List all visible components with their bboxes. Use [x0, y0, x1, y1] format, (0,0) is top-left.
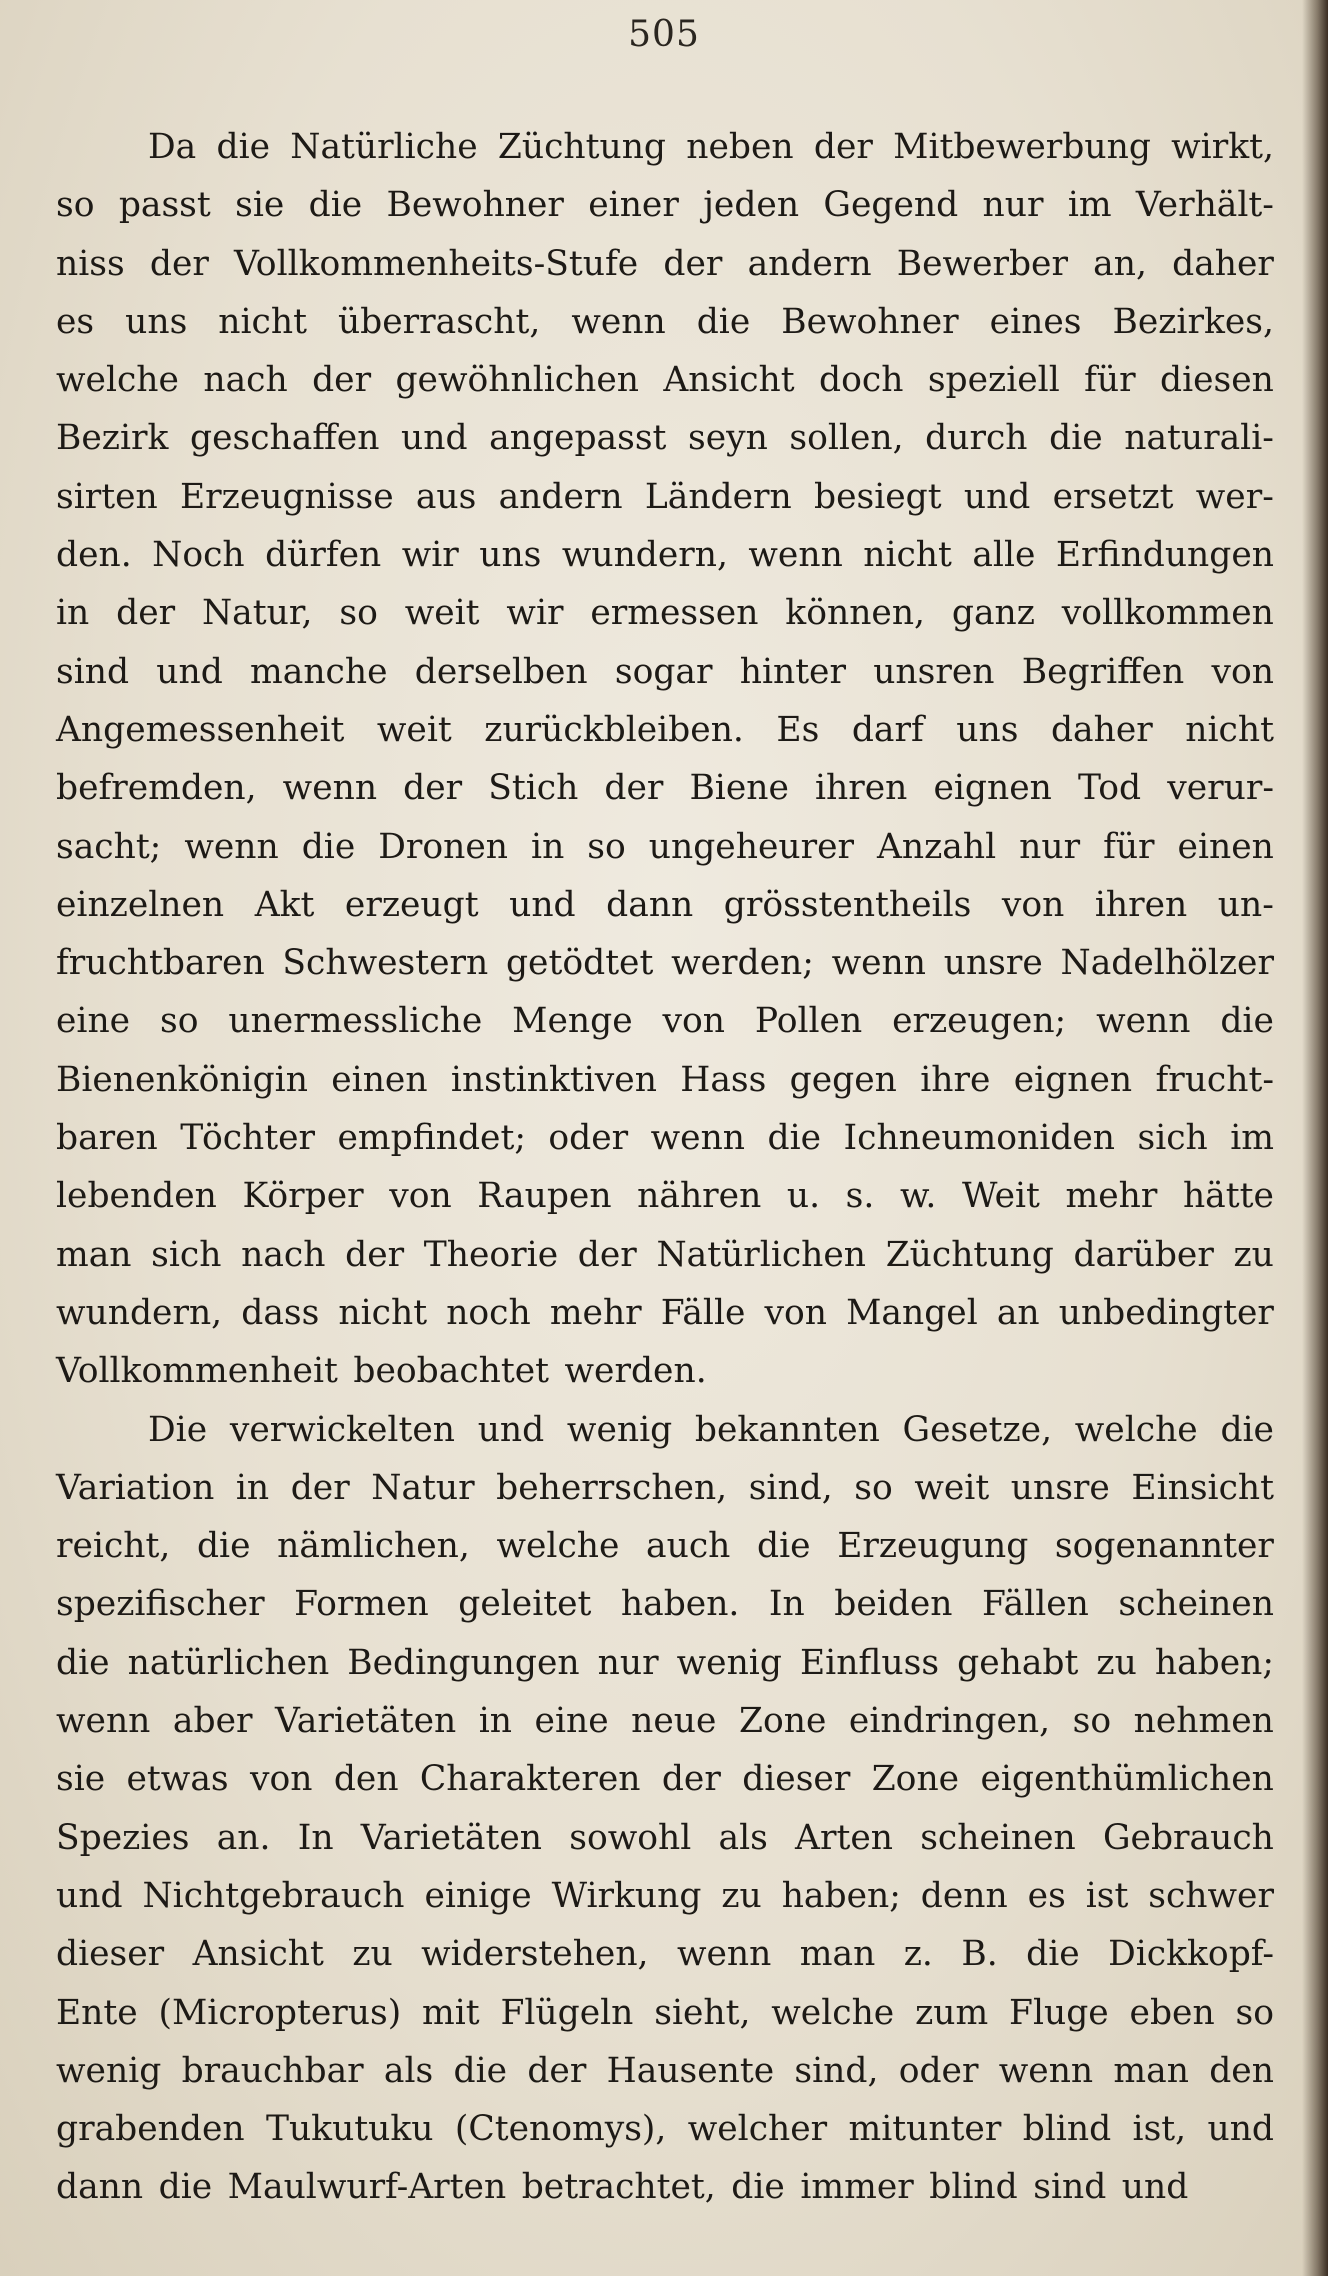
text-line: eine so unermessliche Menge von Pollen erzeugen; wenn die: [56, 1001, 1274, 1042]
text-line: Vollkommenheit beobachtet werden.: [56, 1351, 707, 1392]
text-line: welche nach der gewöhnlichen Ansicht doch speziell für diesen: [56, 360, 1274, 401]
text-line: die natürlichen Bedingungen nur wenig Einfluss gehabt zu haben;: [56, 1642, 1274, 1683]
text-line: Variation in der Natur beherrschen, sind, so weit unsre Einsicht: [56, 1467, 1274, 1508]
text-line: man sich nach der Theorie der Natürlichen Züchtung darüber zu: [56, 1234, 1274, 1275]
text-line: in der Natur, so weit wir ermessen können, ganz vollkommen: [56, 593, 1274, 634]
text-line: dieser Ansicht zu widerstehen, wenn man z. B. die Dickkopf-: [56, 1934, 1274, 1975]
text-line: fruchtbaren Schwestern getödtet werden; wenn unsre Nadelhölzer: [56, 943, 1274, 984]
text-line: sie etwas von den Charakteren der dieser Zone eigenthümlichen: [56, 1759, 1274, 1800]
text-line: niss der Vollkommenheits-Stufe der andern Bewerber an, daher: [56, 243, 1274, 284]
text-line: befremden, wenn der Stich der Biene ihren eignen Tod verur-: [56, 768, 1274, 809]
text-line: den. Noch dürfen wir uns wundern, wenn nicht alle Erfindungen: [56, 535, 1274, 576]
text-line: Bezirk geschaffen und angepasst seyn sollen, durch die naturali-: [56, 418, 1274, 459]
text-line: sind und manche derselben sogar hinter unsren Begriffen von: [56, 651, 1274, 692]
text-line: spezifischer Formen geleitet haben. In beiden Fällen scheinen: [56, 1584, 1274, 1625]
page-number: 505: [628, 14, 700, 55]
text-line: Angemessenheit weit zurückbleiben. Es darf uns daher nicht: [56, 709, 1274, 750]
text-line: Da die Natürliche Züchtung neben der Mitbewerbung wirkt,: [148, 127, 1274, 167]
text-line: dann die Maulwurf-Arten betrachtet, die immer blind sind und: [56, 2167, 1189, 2208]
text-line: wundern, dass nicht noch mehr Fälle von Mangel an unbedingter: [56, 1292, 1274, 1333]
text-line: Bienenkönigin einen instinktiven Hass gegen ihre eignen frucht-: [56, 1059, 1274, 1100]
paragraph: [56, 118, 1274, 1401]
paragraph: [56, 1401, 1274, 2217]
text-line: lebenden Körper von Raupen nähren u. s. w. Weit mehr hätte: [56, 1176, 1274, 1217]
text-line: sirten Erzeugnisse aus andern Ländern besiegt und ersetzt wer-: [56, 476, 1274, 517]
text-line: sacht; wenn die Dronen in so ungeheurer Anzahl nur für einen: [56, 826, 1274, 867]
text-line: Spezies an. In Varietäten sowohl als Arten scheinen Gebrauch: [56, 1817, 1274, 1858]
text-line: einzelnen Akt erzeugt und dann grösstentheils von ihren un-: [56, 884, 1274, 925]
body-text: [56, 118, 1274, 2217]
text-line: es uns nicht überrascht, wenn die Bewohner eines Bezirkes,: [56, 301, 1274, 342]
text-line: wenig brauchbar als die der Hausente sind, oder wenn man den: [56, 2050, 1274, 2091]
text-line: reicht, die nämlichen, welche auch die Erzeugung sogenannter: [56, 1526, 1274, 1567]
text-line: so passt sie die Bewohner einer jeden Gegend nur im Verhält-: [56, 185, 1274, 226]
text-line: und Nichtgebrauch einige Wirkung zu haben; denn es ist schwer: [56, 1875, 1274, 1916]
text-line: wenn aber Varietäten in eine neue Zone eindringen, so nehmen: [56, 1701, 1274, 1742]
text-line: grabenden Tukutuku (Ctenomys), welcher mitunter blind ist, und: [56, 2109, 1274, 2150]
text-line: Die verwickelten und wenig bekannten Gesetze, welche die: [148, 1409, 1274, 1450]
text-line: Ente (Micropterus) mit Flügeln sieht, welche zum Fluge eben so: [56, 1992, 1274, 2033]
text-line: baren Töchter empfindet; oder wenn die Ichneumoniden sich im: [56, 1118, 1274, 1159]
